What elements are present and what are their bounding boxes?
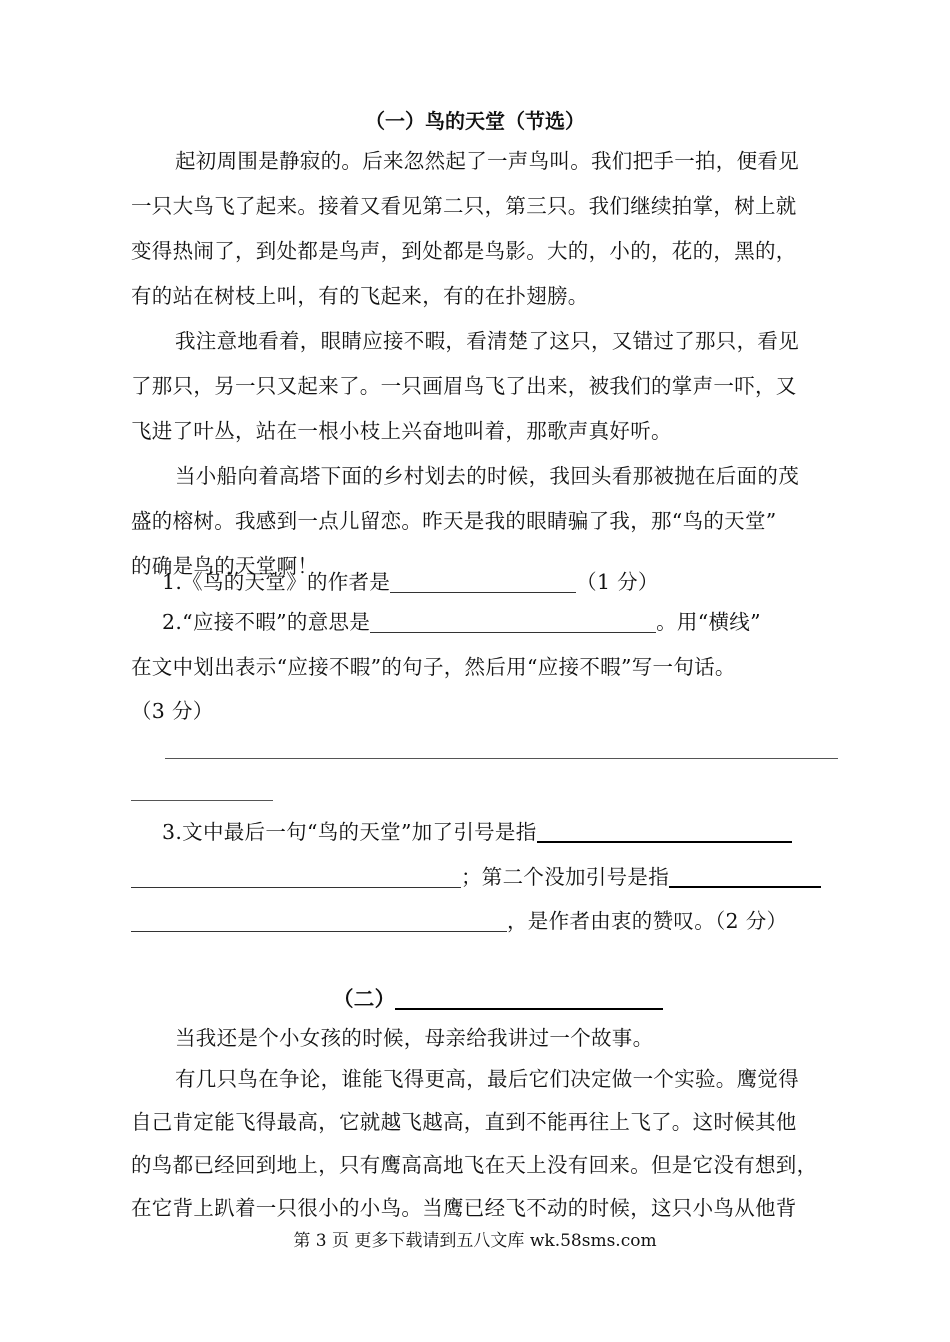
para1-line3: 变得热闹了，到处都是鸟声，到处都是鸟影。大的，小的，花的，黑的， (131, 239, 797, 263)
question-2 (162, 608, 761, 636)
section2-title (333, 985, 663, 1013)
question-3-suffix: ，是作者由衷的赞叹。（2 分） (507, 909, 788, 933)
page-footer: 第 3 页 更多下载请到五八文库 wk.58sms.com (293, 1231, 657, 1251)
answer-blank-1[interactable] (390, 572, 576, 593)
question-2-score: （3 分） (131, 699, 214, 723)
question-3-mid: ；第二个没加引号是指 (461, 865, 669, 889)
question-3-line2 (131, 863, 821, 891)
answer-line-sentence-cont[interactable] (131, 800, 273, 801)
para3-line1: 当小船向着高塔下面的乡村划去的时候，我回头看那被抛在后面的茂 (175, 464, 799, 488)
para2-line2: 了那只，另一只又起来了。一只画眉鸟飞了出来，被我们的掌声一吓，又 (131, 374, 797, 398)
question-2-line2: 在文中划出表示“应接不暇”的句子，然后用“应接不暇”写一句话。 (131, 655, 736, 679)
answer-blank-3a-cont[interactable] (131, 867, 461, 888)
answer-line-sentence[interactable] (165, 758, 838, 759)
section2-title-text: （二） (333, 987, 396, 1011)
question-3-line3 (131, 907, 787, 935)
question-1-text: 1.《鸟的天堂》的作者是 (162, 570, 391, 594)
question-2-suffix: 。用“横线” (656, 610, 761, 634)
question-2-text: 2.“应接不暇”的意思是 (162, 610, 371, 634)
para3-line2: 盛的榕树。我感到一点儿留恋。昨天是我的眼睛骗了我，那“鸟的天堂” (131, 509, 777, 533)
answer-blank-3b[interactable] (669, 866, 821, 888)
section1-title: （一）鸟的天堂（节选） (365, 109, 585, 133)
answer-blank-3b-cont[interactable] (131, 911, 507, 932)
section2-para2-line3: 的鸟都已经回到地上，只有鹰高高地飞在天上没有回来。但是它没有想到， (131, 1153, 818, 1177)
para1-line4: 有的站在树枝上叫，有的飞起来，有的在扑翅膀。 (131, 284, 589, 308)
title-blank[interactable] (395, 988, 663, 1010)
para1-line1: 起初周围是静寂的。后来忽然起了一声鸟叫。我们把手一拍，便看见 (175, 149, 799, 173)
section2-para2-line1: 有几只鸟在争论，谁能飞得更高，最后它们决定做一个实验。鹰觉得 (175, 1067, 799, 1091)
para2-line1: 我注意地看着，眼睛应接不暇，看清楚了这只，又错过了那只，看见 (175, 329, 799, 353)
question-1-score: （1 分） (576, 570, 659, 594)
para2-line3: 飞进了叶丛，站在一根小枝上兴奋地叫着，那歌声真好听。 (131, 419, 672, 443)
section2-para2-line2: 自己肯定能飞得最高，它就越飞越高，直到不能再往上飞了。这时候其他 (131, 1110, 797, 1134)
question-3 (162, 818, 792, 846)
section2-para1: 当我还是个小女孩的时候，母亲给我讲过一个故事。 (175, 1026, 654, 1050)
question-1 (162, 568, 659, 596)
question-3-text: 3.文中最后一句“鸟的天堂”加了引号是指 (162, 820, 537, 844)
para3-line3: 的确是鸟的天堂啊！ (131, 554, 319, 578)
answer-blank-3a[interactable] (537, 821, 792, 843)
para1-line2: 一只大鸟飞了起来。接着又看见第二只，第三只。我们继续拍掌，树上就 (131, 194, 797, 218)
section2-para2-line4: 在它背上趴着一只很小的小鸟。当鹰已经飞不动的时候，这只小鸟从他背 (131, 1196, 797, 1220)
answer-blank-2[interactable] (370, 612, 656, 633)
